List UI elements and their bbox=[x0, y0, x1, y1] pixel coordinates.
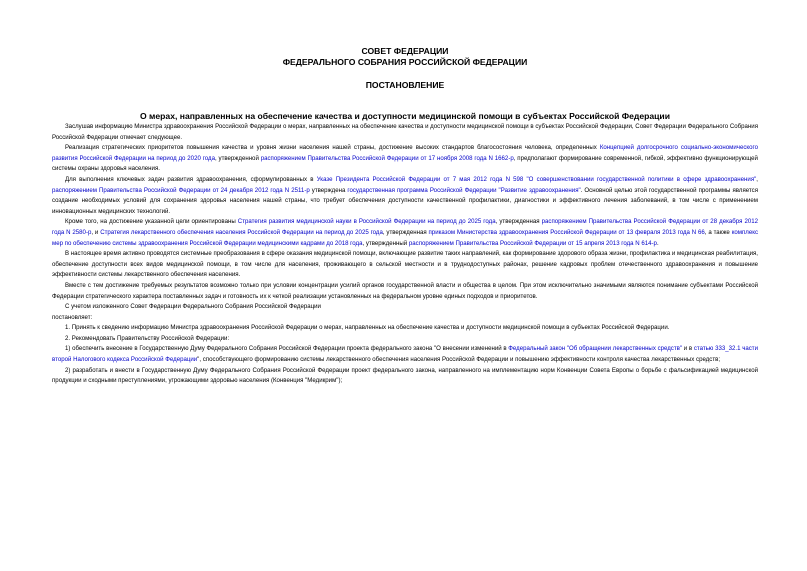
item-2-2 bbox=[52, 366, 758, 387]
paragraph-text: утверждена bbox=[309, 186, 348, 194]
paragraph-1 bbox=[52, 122, 758, 143]
link-tax-code-article[interactable]: статью 333_32.1 части второй Налогового кодекса Российской Федерации bbox=[52, 345, 758, 364]
paragraph-text: постановляет: bbox=[52, 313, 93, 321]
paragraph-text: Вместе с тем достижение требуемых результатов возможно только при условии концентрации усилий органов государственной власти и общества в целом. При этом исключительно значимыми являются понимание субъектами Российской Федерации стратегического характера поставленных задач и готовность их к четкой реализации установленных на федеральном уровне единых подходов и приоритетов. bbox=[52, 281, 758, 300]
paragraph-text: С учетом изложенного Совет Федерации Федерального Собрания Российской Федерации bbox=[65, 303, 321, 311]
header-assembly: ФЕДЕРАЛЬНОГО СОБРАНИЯ РОССИЙСКОЙ ФЕДЕРАЦИИ bbox=[282, 57, 528, 67]
paragraph-text: В настоящее время активно проводятся системные преобразования в сфере оказания медицинской помощи, включающие развитие таких направлений, как формирование здорового образа жизни, профилактика и медицинская реабилитация, обеспечение доступности всех видов медицинской помощи, в том числе для населения, проживающего в сельской местности и в труднодоступных районах, решение кадровых проблем отечественного здравоохранения и повышение эффективности системы лекарственного обеспечения населения. bbox=[52, 250, 758, 279]
link-drug-circulation-law[interactable]: Федеральный закон "Об обращении лекарственных средств" bbox=[508, 345, 683, 353]
paragraph-text: 2. Рекомендовать Правительству Российской Федерации: bbox=[65, 334, 230, 342]
paragraph-text: 1) обеспечить внесение в Государственную Думу Федерального Собрания Российской Федерации проекта федерального закона "О внесении изменений в bbox=[65, 345, 509, 353]
paragraph-text: . bbox=[656, 239, 659, 247]
paragraph-text: , предполагают формирование современной, гибкой, эффективно функционирующей системы охраны здоровья населения. bbox=[52, 154, 758, 173]
paragraph-text: 1. Принять к сведению информацию Министра здравоохранения Российской Федерации о мерах, направленных на обеспечение качества и доступности медицинской помощи в субъектах Российской Федерации. bbox=[65, 324, 670, 332]
link-drug-supply-strategy[interactable]: Стратегия лекарственного обеспечения населения Российской Федерации на период до 2025 года bbox=[100, 228, 383, 236]
paragraph-6 bbox=[52, 281, 758, 302]
link-order-1662-r[interactable]: распоряжением Правительства Российской Федерации от 17 ноября 2008 года N 1662-р bbox=[260, 154, 514, 162]
paragraph-2 bbox=[52, 143, 758, 175]
header-doc-type: ПОСТАНОВЛЕНИЕ bbox=[365, 80, 445, 90]
paragraph-7 bbox=[52, 302, 758, 313]
paragraph-text: , bbox=[756, 175, 758, 183]
paragraph-text: ", способствующего формированию системы лекарственного обеспечения населения Российской Федерации и повышению эффективности контроля качества лекарственных средств; bbox=[197, 356, 721, 364]
paragraph-3 bbox=[52, 175, 758, 217]
paragraph-text: Реализация стратегических приоритетов повышения качества и уровня жизни населения нашей страны, достижение высоких стандартов благосостояния человека, определенных bbox=[65, 144, 600, 152]
paragraph-resolves bbox=[52, 313, 758, 324]
link-health-program[interactable]: государственная программа Российской Федерации "Развитие здравоохранения" bbox=[347, 186, 581, 194]
paragraph-text: , и bbox=[91, 228, 101, 236]
paragraph-text: , утвержденная bbox=[382, 228, 429, 236]
paragraph-text: Заслушав информацию Министра здравоохранения Российской Федерации о мерах, направленных на обеспечение качества и доступности медицинской помощи в субъектах Российской Федерации, Совет Федерации Федерального Собрания Российской Федерации отмечает следующее. bbox=[52, 123, 758, 141]
paragraph-5 bbox=[52, 249, 758, 281]
link-medical-science-strategy[interactable]: Стратегия развития медицинской науки в Российской Федерации на период до 2025 года bbox=[237, 218, 496, 226]
link-order-2580-r[interactable]: распоряжением Правительства Российской Федерации от 28 декабря 2012 года N 2580-р bbox=[52, 218, 759, 236]
paragraph-text: и в bbox=[682, 345, 694, 353]
link-personnel-measures[interactable]: комплекс мер по обеспечению системы здравоохранения Российской Федерации медицинскими кадрами до 2018 года bbox=[52, 228, 759, 247]
item-1 bbox=[52, 323, 758, 334]
link-concept-2020[interactable]: Концепцией долгосрочного социально-экономического развития Российской Федерации на период до 2020 года bbox=[52, 144, 758, 162]
paragraph-text: Кроме того, на достижение указанной цели ориентированы bbox=[65, 218, 238, 226]
item-2-1 bbox=[52, 344, 758, 365]
paragraph-4 bbox=[52, 217, 758, 249]
paragraph-text: , утвержденный bbox=[362, 239, 409, 247]
header-council: СОВЕТ ФЕДЕРАЦИИ bbox=[361, 46, 449, 56]
link-order-614-r[interactable]: распоряжением Правительства Российской Федерации от 15 апреля 2013 года N 614-р bbox=[408, 239, 657, 247]
paragraph-text: 2) разработать и внести в Государственную Думу Федерального Собрания Российской Федерации проект федерального закона, направленного на имплементацию норм Конвенции Совета Европы о борьбе с фальсификацией медицинской продукции и сходными преступлениями, угрожающими здоровью населения (Конвенция "Медикрим"); bbox=[52, 366, 758, 385]
link-decree-598[interactable]: Указе Президента Российской Федерации от 7 мая 2012 года N 598 "О совершенствовании государственной политики в сфере здравоохранения" bbox=[316, 175, 757, 183]
document-title: О мерах, направленных на обеспечение качества и доступности медицинской помощи в субъектах Российской Федерации bbox=[139, 111, 671, 121]
paragraph-text: . Основной целью этой государственной программы является создание необходимых условий для сохранения здоровья населения нашей страны, что требует обеспечения доступности качественной профилактики, диагностики и эффективного лечения заболеваний, в том числе с применением инновационных медицинских технологий. bbox=[52, 186, 758, 215]
link-order-2511-r[interactable]: распоряжением Правительства Российской Федерации от 24 декабря 2012 года N 2511-р bbox=[52, 186, 310, 194]
paragraph-text: , утвержденной bbox=[214, 154, 261, 162]
paragraph-text: , а также bbox=[704, 228, 732, 236]
paragraph-text: , утвержденная bbox=[495, 218, 542, 226]
paragraph-text: Для выполнения ключевых задач развития здравоохранения, сформулированных в bbox=[65, 175, 317, 183]
link-ministry-order-66[interactable]: приказом Министерства здравоохранения Российской Федерации от 13 февраля 2013 года N 66 bbox=[428, 228, 705, 236]
item-2 bbox=[52, 334, 758, 345]
